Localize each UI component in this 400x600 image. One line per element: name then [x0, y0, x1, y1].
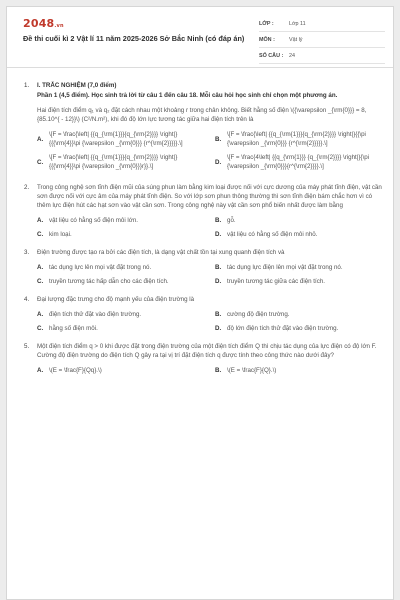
option-label: B. — [215, 367, 222, 374]
option-label: D. — [215, 325, 222, 332]
option-text: truyền tương tác giữa các điện tích. — [227, 278, 325, 285]
answer-options — [37, 130, 385, 171]
question-text: Đại lượng đặc trưng cho độ mạnh yếu của điện trường là — [37, 296, 195, 303]
option-label: D. — [215, 278, 222, 285]
option-label: C. — [37, 325, 44, 332]
answer-options — [37, 263, 385, 286]
option-c[interactable] — [37, 277, 207, 286]
option-label: B. — [215, 217, 222, 224]
section-title: I. TRẮC NGHIỆM (7,0 điểm) — [37, 82, 117, 89]
option-label: B. — [215, 135, 222, 143]
option-label: C. — [37, 158, 44, 166]
option-d[interactable] — [215, 324, 385, 333]
info-row-subject — [259, 32, 385, 48]
option-label: C. — [37, 278, 44, 285]
answer-options — [37, 216, 385, 239]
info-row-count — [259, 48, 385, 64]
document-title: Đề thi cuối kì 2 Vật lí 11 năm 2025-2026 Sở Bắc Ninh (có đáp án) — [23, 34, 245, 43]
option-text: tác dụng lực lên mọi vật đặt trong nó. — [49, 264, 152, 271]
question-text: Hai điện tích điểm q₁ và q₂ đặt cách nhau một khoảng r trong chân không. Biết hằng số điện \({\varepsilon _{\rm{0}}} = 8,{85.10^{ - 12}}\) (C²/N.m²), khi đó độ lớn lực tương tác giữa hai điện tích trên là — [37, 107, 367, 123]
info-key: LỚP : — [259, 21, 274, 27]
option-text: \[F = \frac{\left| {{q_{\rm{1}}}{q_{\rm{2}}}} \right|}{{{\rm{4}}\pi {\varepsilon _{\rm{0}}} {r^{\rm{2}}}}}.\] — [49, 131, 183, 147]
option-text: kim loại. — [49, 231, 72, 238]
option-text: \[F = \frac{\left| {{q_{\rm{1}}}{q_{\rm{2}}}} \right|}{{\pi {\varepsilon _{\rm{0}}} {r^{\rm{2}}}}}.\] — [227, 131, 366, 147]
option-label: C. — [37, 231, 44, 238]
info-value: Vật lý — [289, 37, 303, 43]
question-4 — [21, 295, 385, 333]
question-1 — [21, 81, 385, 171]
question-text: Điện trường được tạo ra bởi các điện tích, là dạng vật chất tồn tại xung quanh điện tích và — [37, 249, 285, 256]
option-c[interactable] — [37, 230, 207, 239]
option-text: \(E = \frac{F}{Q}.\) — [227, 367, 277, 374]
option-label: B. — [215, 311, 222, 318]
exam-content — [21, 81, 385, 384]
option-a[interactable] — [37, 216, 207, 225]
logo-text: 2048 — [23, 17, 55, 30]
answer-options — [37, 366, 385, 375]
question-5 — [21, 342, 385, 375]
option-d[interactable] — [215, 230, 385, 239]
option-text: cường độ điện trường. — [227, 311, 290, 318]
option-c[interactable] — [37, 153, 207, 171]
logo-suffix: .vn — [54, 23, 64, 29]
option-text: vật liệu có hằng số điện môi nhỏ. — [227, 231, 318, 238]
question-number: 1. — [24, 82, 30, 89]
document-page — [6, 6, 394, 600]
option-text: gỗ. — [227, 217, 236, 224]
document-header — [7, 7, 393, 68]
option-label: B. — [215, 264, 222, 271]
option-text: truyền tương tác hấp dẫn cho các điện tích. — [49, 278, 169, 285]
info-key: MÔN : — [259, 37, 275, 43]
option-b[interactable] — [215, 366, 385, 375]
option-a[interactable] — [37, 263, 207, 272]
option-a[interactable] — [37, 310, 207, 319]
option-label: A. — [37, 367, 44, 374]
option-text: \[F = \frac{\left| {{q_{\rm{1}}}{q_{\rm{2}}}} \right|}{{{\rm{4}}\pi {\varepsilon _{\rm{0}}}r}}.\] — [49, 154, 178, 170]
info-row-class — [259, 16, 385, 32]
option-b[interactable] — [215, 263, 385, 272]
info-value: Lớp 11 — [289, 21, 306, 27]
option-c[interactable] — [37, 324, 207, 333]
info-value: 24 — [289, 53, 295, 59]
section-description: Phần 1 (4,5 điểm). Học sinh trả lời từ câu 1 đến câu 18. Mỗi câu hỏi học sinh chỉ chọn một phương án. — [37, 92, 338, 99]
question-2 — [21, 183, 385, 239]
option-label: A. — [37, 135, 44, 143]
question-text: Một điện tích điểm q > 0 khi được đặt trong điện trường của một điện tích điểm Q thì chịu tác dụng của lực điện có độ lớn F. Cường độ điện trường do điện tích Q gây ra tại vị trí đặt điện tích q được tính theo công thức nào dưới đây? — [37, 343, 377, 359]
option-label: A. — [37, 264, 44, 271]
option-a[interactable] — [37, 366, 207, 375]
question-text: Trong công nghệ sơn tĩnh điện mũi của súng phun làm bằng kim loại được nối với cực dương của máy phát tĩnh điện, vật cần sơn được nối với cực âm của máy phát tĩnh điện. So với lớp sơn phun thông thường thì sơn tĩnh điện bám chắc hơn vì có thêm lực điện hút các hạt sơn vào vật cần sơn. Trong công nghệ này vật cần sơn phổ biến nhất được làm bằng — [37, 184, 382, 209]
option-text: hằng số điện môi. — [49, 325, 98, 332]
option-text: \[F = \frac{4\left| {{q_{\rm{1}}} {q_{\rm{2}}}} \right|}{\pi {\varepsilon _{\rm{0}}}{r^{\rm{2}}}}.\] — [227, 154, 370, 170]
option-text: \(E = \frac{F}{Qq}.\) — [49, 367, 102, 374]
option-b[interactable] — [215, 310, 385, 319]
option-text: tác dụng lực điện lên mọi vật đặt trong nó. — [227, 264, 343, 271]
option-d[interactable] — [215, 277, 385, 286]
option-text: điện tích thử đặt vào điện trường. — [49, 311, 142, 318]
question-number: 2. — [24, 184, 30, 191]
site-logo[interactable] — [23, 17, 64, 30]
option-text: độ lớn điện tích thử đặt vào điện trường. — [227, 325, 339, 332]
question-number: 3. — [24, 249, 30, 256]
answer-options — [37, 310, 385, 333]
question-3 — [21, 248, 385, 286]
option-label: A. — [37, 217, 44, 224]
option-a[interactable] — [37, 130, 207, 148]
option-label: D. — [215, 231, 222, 238]
info-table — [259, 16, 385, 64]
option-label: D. — [215, 158, 222, 166]
question-number: 4. — [24, 296, 30, 303]
option-b[interactable] — [215, 130, 385, 148]
option-text: vật liệu có hằng số điện môi lớn. — [49, 217, 139, 224]
option-d[interactable] — [215, 153, 385, 171]
info-key: SỐ CÂU : — [259, 53, 284, 59]
option-b[interactable] — [215, 216, 385, 225]
question-number: 5. — [24, 343, 30, 350]
option-label: A. — [37, 311, 44, 318]
